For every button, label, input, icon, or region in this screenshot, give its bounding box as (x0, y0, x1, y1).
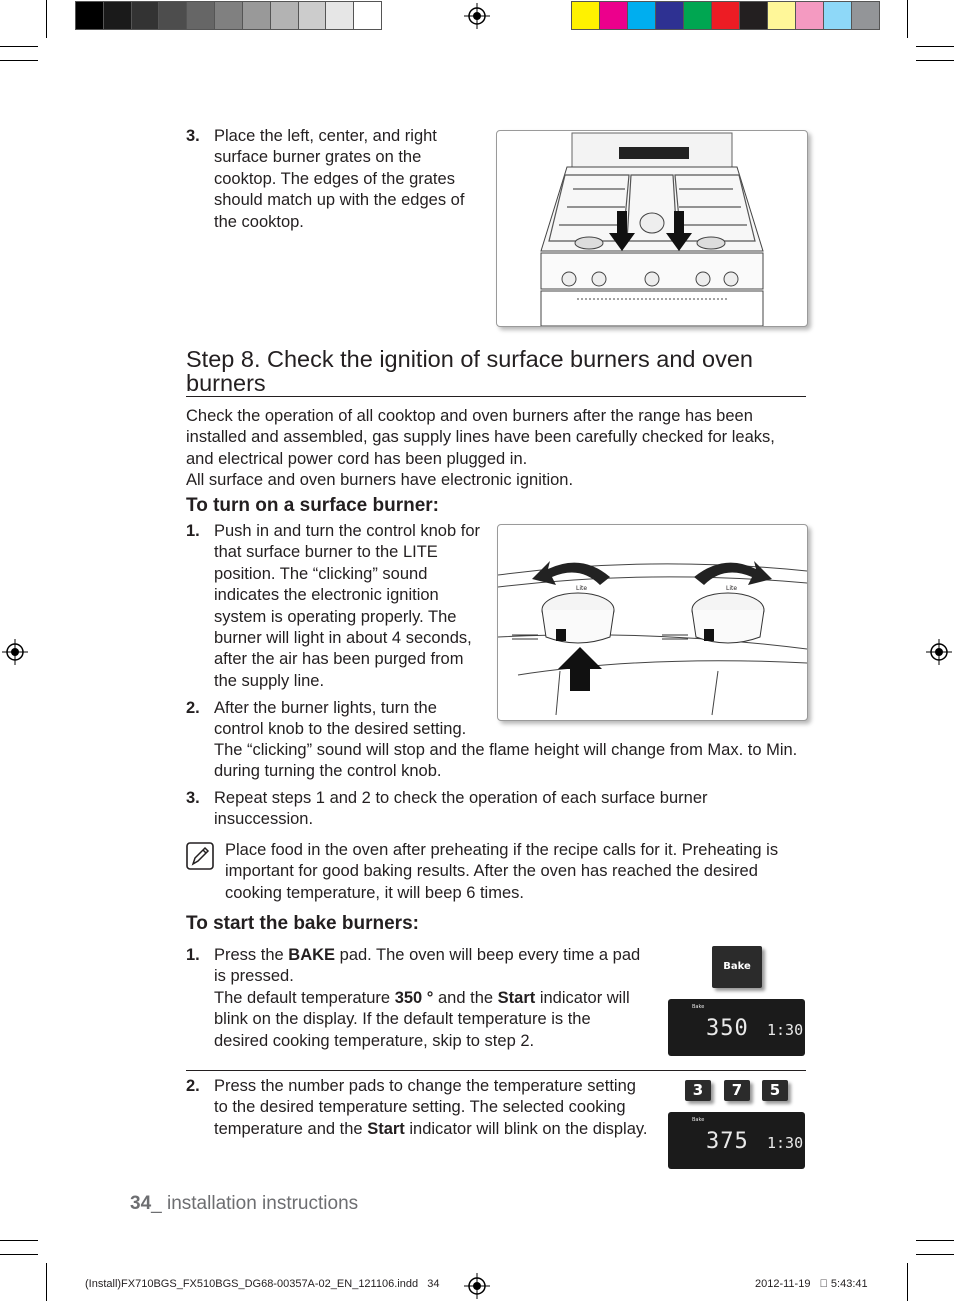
display-temp: 350 (706, 1016, 749, 1041)
surface-burner-heading: To turn on a surface burner: (186, 495, 440, 516)
color-swatch (684, 2, 711, 29)
bake-step1-text (214, 945, 644, 1052)
crop-mark (916, 1240, 954, 1241)
color-swatch (187, 2, 214, 29)
color-swatch (243, 2, 270, 29)
surface-step1-number: 1. (186, 522, 200, 540)
registration-mark-icon (2, 639, 28, 665)
surface-step3-text: Repeat steps 1 and 2 to check the operation of each surface burner insuccession. (214, 789, 708, 829)
step8-intro: Check the operation of all cooktop and oven burners after the range has been installed and assembled, gas supply lines have been carefully checked for leaks, and electrical power cord has been plugged in. (186, 407, 775, 468)
bake-keyword: BAKE (288, 946, 336, 964)
color-swatch (354, 2, 381, 29)
bake-step1-post: pad. The oven will beep every time a pad is pressed. (214, 946, 641, 986)
page-number: 34 (130, 1193, 152, 1214)
display-mode-label: Bake (692, 1004, 705, 1010)
display-temp: 375 (706, 1129, 749, 1154)
oven-display-set (668, 1112, 805, 1169)
color-swatch (600, 2, 627, 29)
color-swatch (76, 2, 103, 29)
color-swatch (159, 2, 186, 29)
surface-step2-number: 2. (186, 699, 200, 717)
start-keyword: Start (367, 1119, 405, 1138)
step8-title-rule (186, 396, 806, 397)
default-temp: 350 ° (394, 988, 434, 1007)
bake-step1-line2-post: indicator will blink on the display. If the default temperature is the desired cooking temperature, skip to step 2. (214, 988, 630, 1050)
bake-step1-line2-mid: and the (433, 988, 498, 1007)
bake-step1-line2-pre: The default temperature (214, 988, 395, 1007)
color-swatch (572, 2, 599, 29)
surface-step2-text: After the burner lights, turn the control knob to the desired setting. (214, 699, 467, 739)
color-swatch (824, 2, 851, 29)
start-keyword: Start (497, 988, 536, 1007)
bake-step2-text (214, 1076, 652, 1140)
process-color-bar (572, 0, 880, 31)
footer-section-label: _ installation instructions (151, 1193, 359, 1214)
number-pad-7: 7 (724, 1080, 750, 1101)
bake-step1-pre: Press the (214, 946, 289, 964)
crop-mark (0, 1254, 38, 1255)
color-swatch (712, 2, 739, 29)
crop-mark (46, 0, 47, 38)
color-swatch (104, 2, 131, 29)
print-file-slug: (Install)FX710BGS_FX510BGS_DG68-00357A-02_EN_121106.indd 34 (85, 1278, 440, 1290)
bake-step2-number: 2. (186, 1077, 200, 1095)
registration-mark-icon (464, 1273, 490, 1299)
color-swatch (656, 2, 683, 29)
number-pad-5: 5 (762, 1080, 788, 1101)
number-pad-3: 3 (685, 1080, 711, 1101)
crop-mark (916, 46, 954, 47)
print-timestamp: 2012-11-19   5:43:41 (755, 1278, 868, 1290)
color-swatch (215, 2, 242, 29)
crop-mark (0, 46, 38, 47)
display-mode-label: Bake (692, 1117, 705, 1123)
crop-mark (0, 1240, 38, 1241)
color-swatch (299, 2, 326, 29)
knob-lite-label: Lite (726, 585, 738, 592)
page-footer (130, 1193, 358, 1215)
bake-section-rule (186, 1070, 806, 1071)
surface-step3-number: 3. (186, 789, 200, 807)
crop-mark (0, 60, 38, 61)
crop-mark (916, 1254, 954, 1255)
display-time: 1:30 (767, 1021, 804, 1039)
color-swatch (132, 2, 159, 29)
display-time: 1:30 (767, 1134, 804, 1152)
color-swatch (326, 2, 353, 29)
grayscale-color-bar (76, 0, 382, 31)
color-swatch (768, 2, 795, 29)
bake-step2-post: indicator will blink on the display. (404, 1119, 648, 1138)
step8-intro-ignition: All surface and oven burners have electronic ignition. (186, 471, 574, 489)
color-swatch (796, 2, 823, 29)
bake-pad-button: Bake (712, 946, 762, 988)
crop-mark (46, 1263, 47, 1301)
note-pencil-icon (186, 842, 214, 870)
color-swatch (852, 2, 879, 29)
bake-step1-number: 1. (186, 946, 200, 964)
bake-burners-heading: To start the bake burners: (186, 913, 419, 934)
oven-display-default (668, 999, 805, 1056)
grates-step-text: Place the left, center, and right surface burner grates on the cooktop. The edges of the grates should match up with the edges of the cooktop. (214, 127, 465, 231)
step8-title: Step 8. Check the ignition of surface burners and oven burners (186, 346, 753, 396)
preheat-note-text: Place food in the oven after preheating if the recipe calls for it. Preheating is important for good baking results. After the oven has reached the desired cooking temperature, it will beep 6 times. (225, 841, 779, 902)
registration-mark-icon (926, 639, 952, 665)
color-swatch (740, 2, 767, 29)
crop-mark (907, 1263, 908, 1301)
surface-step1-text: Push in and turn the control knob for that surface burner to the LITE position. The “clicking” sound indicates the electronic ignition system is operating properly. The burner will light in about 4 seconds, after the air has been purged from the supply line. (214, 522, 480, 690)
bake-step2-pre: Press the number pads to change the temperature setting to the desired temperature setting. The selected cooking temperature and the (214, 1077, 636, 1138)
color-swatch (271, 2, 298, 29)
range-grates-illustration (496, 130, 808, 327)
crop-mark (907, 0, 908, 38)
grates-step-number: 3. (186, 127, 200, 145)
knob-turn-illustration (497, 524, 808, 721)
crop-mark (916, 60, 954, 61)
color-swatch (628, 2, 655, 29)
knob-lite-label: Lite (576, 585, 588, 592)
surface-step2-text-flame: The “clicking” sound will stop and the flame height will change from Max. to Min. during turning the control knob. (214, 741, 798, 781)
registration-mark-icon (464, 3, 490, 29)
